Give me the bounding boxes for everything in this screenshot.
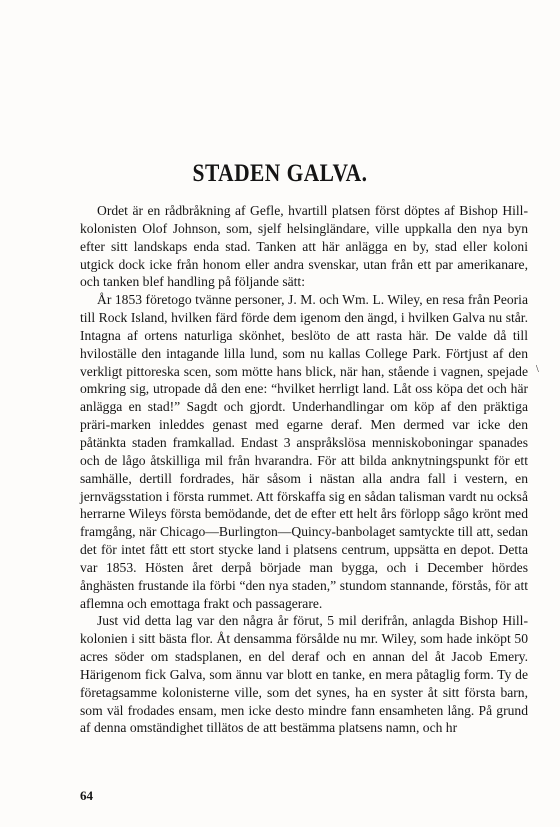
body-text [80, 202, 528, 737]
page-number: 64 [80, 788, 93, 803]
chapter-title: STADEN GALVA. [192, 160, 368, 187]
paragraph: Ordet är en rådbråkning af Gefle, hvartill platsen först döptes af Bishop Hill-kolonisten Olof Johnson, som, sjelf helsingländare, ville uppkalla den nya byn efter sitt landskaps enda stad. Tanken att här anlägga en by, stad eller koloni utgick dock icke från honom eller andra svenskar, utan från ett par amerikanare, och tanken blef handling på följande sätt: [80, 203, 528, 290]
paragraph: Just vid detta lag var den några år förut, 5 mil derifrån, anlagda Bishop Hill-kolonien i sitt bästa flor. Åt densamma försålde nu mr. Wiley, som hade inköpt 50 acres söder om stadsplanen, en del deraf och en annan del åt Jacob Emery. Härigenom fick Galva, som ännu var blott en tanke, en mera påtaglig form. Ty de företagsamme kolonisterne ville, som det synes, ha en syster åt sitt första barn, som väl frodades ensam, men icke desto mindre fann ensamheten lång. På grund af denna omständighet tillätos de att bestämma platsens namn, och hr [80, 613, 528, 736]
paragraph: År 1853 företogo tvänne personer, J. M. och Wm. L. Wiley, en resa från Peoria till Rock Island, hvilken färd förde dem igenom den ängd, i hvilken Galva nu står. Intagna af ortens naturliga skönhet, beslöto de att rasta här. De valde då till hviloställe den intagande lilla lund, som nu kallas College Park. Förtjust af den verkligt pittoreska scen, som mötte hans blick, när han, stående i vagnen, spejade omkring sig, utropade då den ene: “hvilket herrligt land. Låt oss köpa det och här anlägga en stad!” Sagdt och gjordt. Underhandlingar om köp af den präktiga präri-marken inleddes genast med egarne deraf. Men dermed var icke den påtänkta staden framkallad. Endast 3 anspråkslösa menniskoboningar spanades och de lågo åtskilliga mil från hvarandra. För att bilda anknytningspunkt för ett samhälle, dertill fordrades, här såsom i nästan alla andra fall i vestern, en jernvägsstation i första rummet. Att förskaffa sig en sådan talisman vardt nu också herrarne Wileys första bemödande, det de efter ett helt års förlopp sågo krönt med framgång, när Chicago—Burlington—Quincy-banbolaget samtyckte till att, sedan det för intet fått ett stort stycke land i platsens centrum, uppsätta en depot. Detta var 1853. Hösten året derpå började man bygga, och i December hördes ånghästen frustande ila förbi “den nya staden,” stundom stannande, förstås, för att aflemna och emottaga frakt och passagerare. [80, 292, 528, 611]
margin-mark: \ [536, 364, 539, 375]
